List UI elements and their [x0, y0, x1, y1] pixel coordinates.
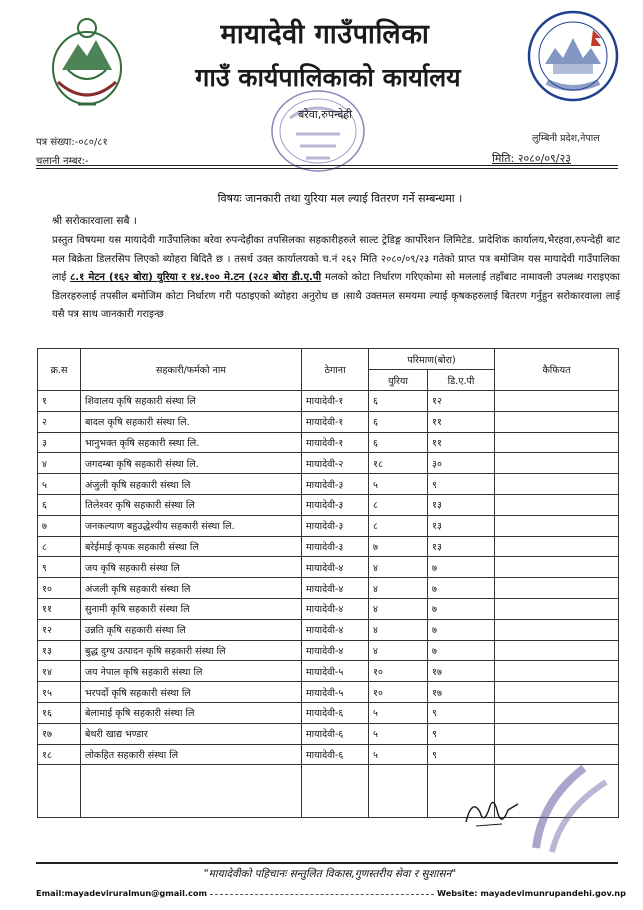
- cell-dap: १३: [428, 494, 495, 515]
- cell-sn: ४: [38, 453, 81, 474]
- cell-empty: [369, 765, 428, 818]
- col-header-urea: युरिया: [369, 370, 428, 391]
- cell-address: मायादेवी-४: [302, 640, 369, 661]
- col-header-sn: क्र.स: [38, 349, 81, 391]
- cell-address: मायादेवी-६: [302, 744, 369, 765]
- letter-date: मिति: २०८०/०९/२३: [492, 152, 571, 165]
- letter-body: [52, 232, 620, 325]
- cell-dap: ११: [428, 411, 495, 432]
- cell-name: तिलेश्वर कृषि सहकारी संस्था लि: [81, 494, 302, 515]
- cell-sn: ८: [38, 536, 81, 557]
- cell-dap: ३०: [428, 453, 495, 474]
- cell-address: मायादेवी-४: [302, 598, 369, 619]
- cell-address: मायादेवी-४: [302, 578, 369, 599]
- col-header-quantity: परिमाण(बोरा): [369, 349, 495, 370]
- table-row: [38, 682, 619, 703]
- cell-name: सुनामी कृषि सहकारी संस्था लि: [81, 598, 302, 619]
- cell-remarks: [495, 598, 619, 619]
- table-row: [38, 661, 619, 682]
- cell-urea: ५: [369, 702, 428, 723]
- letter-body-part1: प्रस्तुत विषयमा यस मायादेवी गाउँपालिका बरेवा रुपन्देहीका तपसिलका सहकारीहरुले साल्ट ट्रेडिङ्ग कार्पोरेशन लिमिटेड. प्रादेशिक कार्यालय,भैरहवा,रुपन्देही बाट मल बिक्रेता डिलरसिप लिएको ब्योहरा बिदितै छ । तसर्थ उक्त कार्यालयको च.नं २६२ मिति २०८०/०९/२३ गतेको प्राप्त पत्र बमोजिम यस मायादेवी गाउँपालिका लाई: [52, 235, 620, 283]
- cell-dap: १३: [428, 536, 495, 557]
- cell-name: अंजुली कृषि सहकारी संस्था लि: [81, 474, 302, 495]
- cell-remarks: [495, 494, 619, 515]
- cell-empty: [38, 765, 81, 818]
- col-header-dap: डि.ए.पी: [428, 370, 495, 391]
- cell-address: मायादेवी-३: [302, 474, 369, 495]
- officer-stamp-icon: [522, 760, 622, 860]
- cell-urea: ४: [369, 640, 428, 661]
- cell-name: भानुभक्त कृषि सहकारी स्स्था लि.: [81, 432, 302, 453]
- cell-name: बादल कृषि सहकारी संस्था लि.: [81, 411, 302, 432]
- cell-address: मायादेवी-१: [302, 391, 369, 412]
- cell-remarks: [495, 411, 619, 432]
- cell-name: अंजली कृषि सहकारी संस्था लि: [81, 578, 302, 599]
- table-row: [38, 411, 619, 432]
- cell-remarks: [495, 536, 619, 557]
- cell-remarks: [495, 661, 619, 682]
- officer-signature-icon: [462, 792, 522, 832]
- cell-dap: ९: [428, 702, 495, 723]
- table-row: [38, 557, 619, 578]
- cell-remarks: [495, 474, 619, 495]
- cell-dap: ९: [428, 474, 495, 495]
- cell-dap: ९: [428, 744, 495, 765]
- cell-sn: १६: [38, 702, 81, 723]
- footer-dash-line: [210, 888, 434, 895]
- distribution-table-body: [38, 391, 619, 818]
- cell-dap: ७: [428, 578, 495, 599]
- cell-urea: ४: [369, 578, 428, 599]
- cell-empty: [302, 765, 369, 818]
- cell-urea: ६: [369, 411, 428, 432]
- cell-urea: ७: [369, 536, 428, 557]
- cell-name: लोकहित सहकारी संस्था लि: [81, 744, 302, 765]
- cell-name: बेथरी खाद्य भण्डार: [81, 723, 302, 744]
- footer-website: Website: mayadevimunrupandehi.gov.np: [436, 888, 626, 898]
- dispatch-number: चलानी नम्बर:-: [36, 156, 89, 167]
- nepal-emblem-icon: [48, 8, 126, 108]
- footer-divider: [36, 862, 618, 864]
- cell-address: मायादेवी-४: [302, 619, 369, 640]
- cell-sn: ११: [38, 598, 81, 619]
- cell-dap: ९: [428, 723, 495, 744]
- col-header-remarks: कैफियत: [495, 349, 619, 391]
- footer-email: Email:mayadeviruralmun@gmail.com: [36, 888, 208, 898]
- cell-dap: १३: [428, 515, 495, 536]
- cell-sn: १: [38, 391, 81, 412]
- letter-body-part2: मलको कोटा निर्धारण गरिएकोमा सो मललाई तहाँबाट नामावली उपलब्ध गराइएका डिलरहरुलाई तपसील बमोजिम कोटा निर्धारण गरी पठाइएको ब्योहरा अनुरोध छ ।साथै उक्तमल समयमा ल्याई कृषकहरुलाई बितरण गर्नुहुन सरोकारवाला लाई यसै पत्र साथ जानकारी गराइन्छ: [52, 272, 621, 320]
- cell-address: मायादेवी-१: [302, 411, 369, 432]
- cell-dap: ७: [428, 557, 495, 578]
- cell-remarks: [495, 619, 619, 640]
- cell-remarks: [495, 453, 619, 474]
- table-row: [38, 432, 619, 453]
- cell-urea: ६: [369, 391, 428, 412]
- cell-address: मायादेवी-५: [302, 682, 369, 703]
- cell-name: जनकल्याण बहुउद्धेश्यीय सहकारी संस्था लि.: [81, 515, 302, 536]
- cell-sn: १४: [38, 661, 81, 682]
- cell-name: जय नेपाल कृषि सहकारी संस्था लि: [81, 661, 302, 682]
- header-divider-thin: [36, 168, 618, 169]
- cell-sn: १२: [38, 619, 81, 640]
- table-row: [38, 391, 619, 412]
- cell-sn: ५: [38, 474, 81, 495]
- cell-sn: ७: [38, 515, 81, 536]
- cell-urea: ६: [369, 432, 428, 453]
- cell-name: बरेईमाई कृपक सहकारी संस्था लि: [81, 536, 302, 557]
- cell-sn: २: [38, 411, 81, 432]
- cell-address: मायादेवी-१: [302, 432, 369, 453]
- cell-remarks: [495, 515, 619, 536]
- distribution-table: [37, 348, 619, 818]
- cell-name: बुद्ध दुग्ध उत्पादन कृषि सहकारी संस्था लि: [81, 640, 302, 661]
- table-row: [38, 702, 619, 723]
- cell-name: उन्नति कृषि सहकारी संस्था लि: [81, 619, 302, 640]
- letter-body-quota: ८.१ मेटन (१६२ बोरा) युरिया र १४.१०० मे.टन (२८२ बोरा डी.ए.पी: [70, 272, 322, 283]
- cell-urea: ४: [369, 619, 428, 640]
- footer-motto: "मायादेवीको पहिचानः सन्तुलित विकास,गुणस्तरीय सेवा र सुशासन": [203, 868, 457, 880]
- table-row: [38, 723, 619, 744]
- cell-urea: ५: [369, 474, 428, 495]
- cell-address: मायादेवी-३: [302, 515, 369, 536]
- cell-sn: ६: [38, 494, 81, 515]
- cell-empty: [81, 765, 302, 818]
- letter-salutation: श्री सरोकारवाला सबै ।: [52, 215, 137, 227]
- cell-address: मायादेवी-२: [302, 453, 369, 474]
- cell-address: मायादेवी-६: [302, 702, 369, 723]
- cell-dap: ७: [428, 619, 495, 640]
- table-row: [38, 640, 619, 661]
- cell-urea: ५: [369, 744, 428, 765]
- cell-dap: ११: [428, 432, 495, 453]
- cell-dap: १७: [428, 661, 495, 682]
- cell-remarks: [495, 702, 619, 723]
- cell-sn: १०: [38, 578, 81, 599]
- province-name: लुम्बिनी प्रदेश,नेपाल: [532, 133, 600, 144]
- cell-sn: १७: [38, 723, 81, 744]
- col-header-address: ठेगाना: [302, 349, 369, 391]
- cell-name: जय कृषि सहकारी संस्था लि: [81, 557, 302, 578]
- cell-sn: ३: [38, 432, 81, 453]
- table-row: [38, 619, 619, 640]
- table-row: [38, 474, 619, 495]
- table-row: [38, 453, 619, 474]
- cell-dap: ७: [428, 640, 495, 661]
- cell-urea: ४: [369, 598, 428, 619]
- header-divider: [36, 165, 618, 166]
- cell-sn: ९: [38, 557, 81, 578]
- table-row: [38, 494, 619, 515]
- cell-name: बेलामाई कृषि सहकारी संस्था लि: [81, 702, 302, 723]
- cell-urea: ५: [369, 723, 428, 744]
- office-title-line1: मायादेवी गाउँपालिका: [220, 19, 430, 50]
- cell-remarks: [495, 432, 619, 453]
- cell-remarks: [495, 723, 619, 744]
- cell-address: मायादेवी-४: [302, 557, 369, 578]
- office-address: बरेवा,रुपन्देही: [298, 108, 352, 121]
- table-row: [38, 598, 619, 619]
- cell-dap: १२: [428, 391, 495, 412]
- letter-subject: विषयः जानकारी तथा युरिया मल ल्याई वितरण गर्ने सम्बन्धमा ।: [217, 192, 463, 205]
- office-title-line2: गाउँ कार्यपालिकाको कार्यालय: [195, 63, 461, 92]
- col-header-name: सहकारी/फर्मको नाम: [81, 349, 302, 391]
- cell-remarks: [495, 682, 619, 703]
- table-row: [38, 536, 619, 557]
- cell-address: मायादेवी-६: [302, 723, 369, 744]
- cell-sn: १३: [38, 640, 81, 661]
- cell-remarks: [495, 391, 619, 412]
- cell-name: जगदम्बा कृषि सहकारी संस्था लि.: [81, 453, 302, 474]
- cell-remarks: [495, 578, 619, 599]
- cell-urea: ४: [369, 557, 428, 578]
- cell-dap: ७: [428, 598, 495, 619]
- letter-reference-number: पत्र संख्या:-०८०/८१: [36, 137, 108, 148]
- table-row: [38, 578, 619, 599]
- cell-sn: १८: [38, 744, 81, 765]
- cell-urea: ८: [369, 494, 428, 515]
- cell-address: मायादेवी-५: [302, 661, 369, 682]
- cell-urea: १०: [369, 682, 428, 703]
- cell-dap: १७: [428, 682, 495, 703]
- cell-urea: ८: [369, 515, 428, 536]
- cell-urea: १८: [369, 453, 428, 474]
- cell-sn: १५: [38, 682, 81, 703]
- cell-remarks: [495, 557, 619, 578]
- cell-name: शिवालय कृषि सहकारी संस्था लि: [81, 391, 302, 412]
- office-stamp-icon: [268, 88, 368, 174]
- cell-address: मायादेवी-३: [302, 536, 369, 557]
- municipality-logo-icon: [525, 8, 621, 104]
- cell-remarks: [495, 640, 619, 661]
- cell-name: भरपर्दो कृषि सहकारी संस्था लि: [81, 682, 302, 703]
- table-row: [38, 515, 619, 536]
- footer-contact: [36, 888, 626, 898]
- cell-address: मायादेवी-३: [302, 494, 369, 515]
- cell-urea: १०: [369, 661, 428, 682]
